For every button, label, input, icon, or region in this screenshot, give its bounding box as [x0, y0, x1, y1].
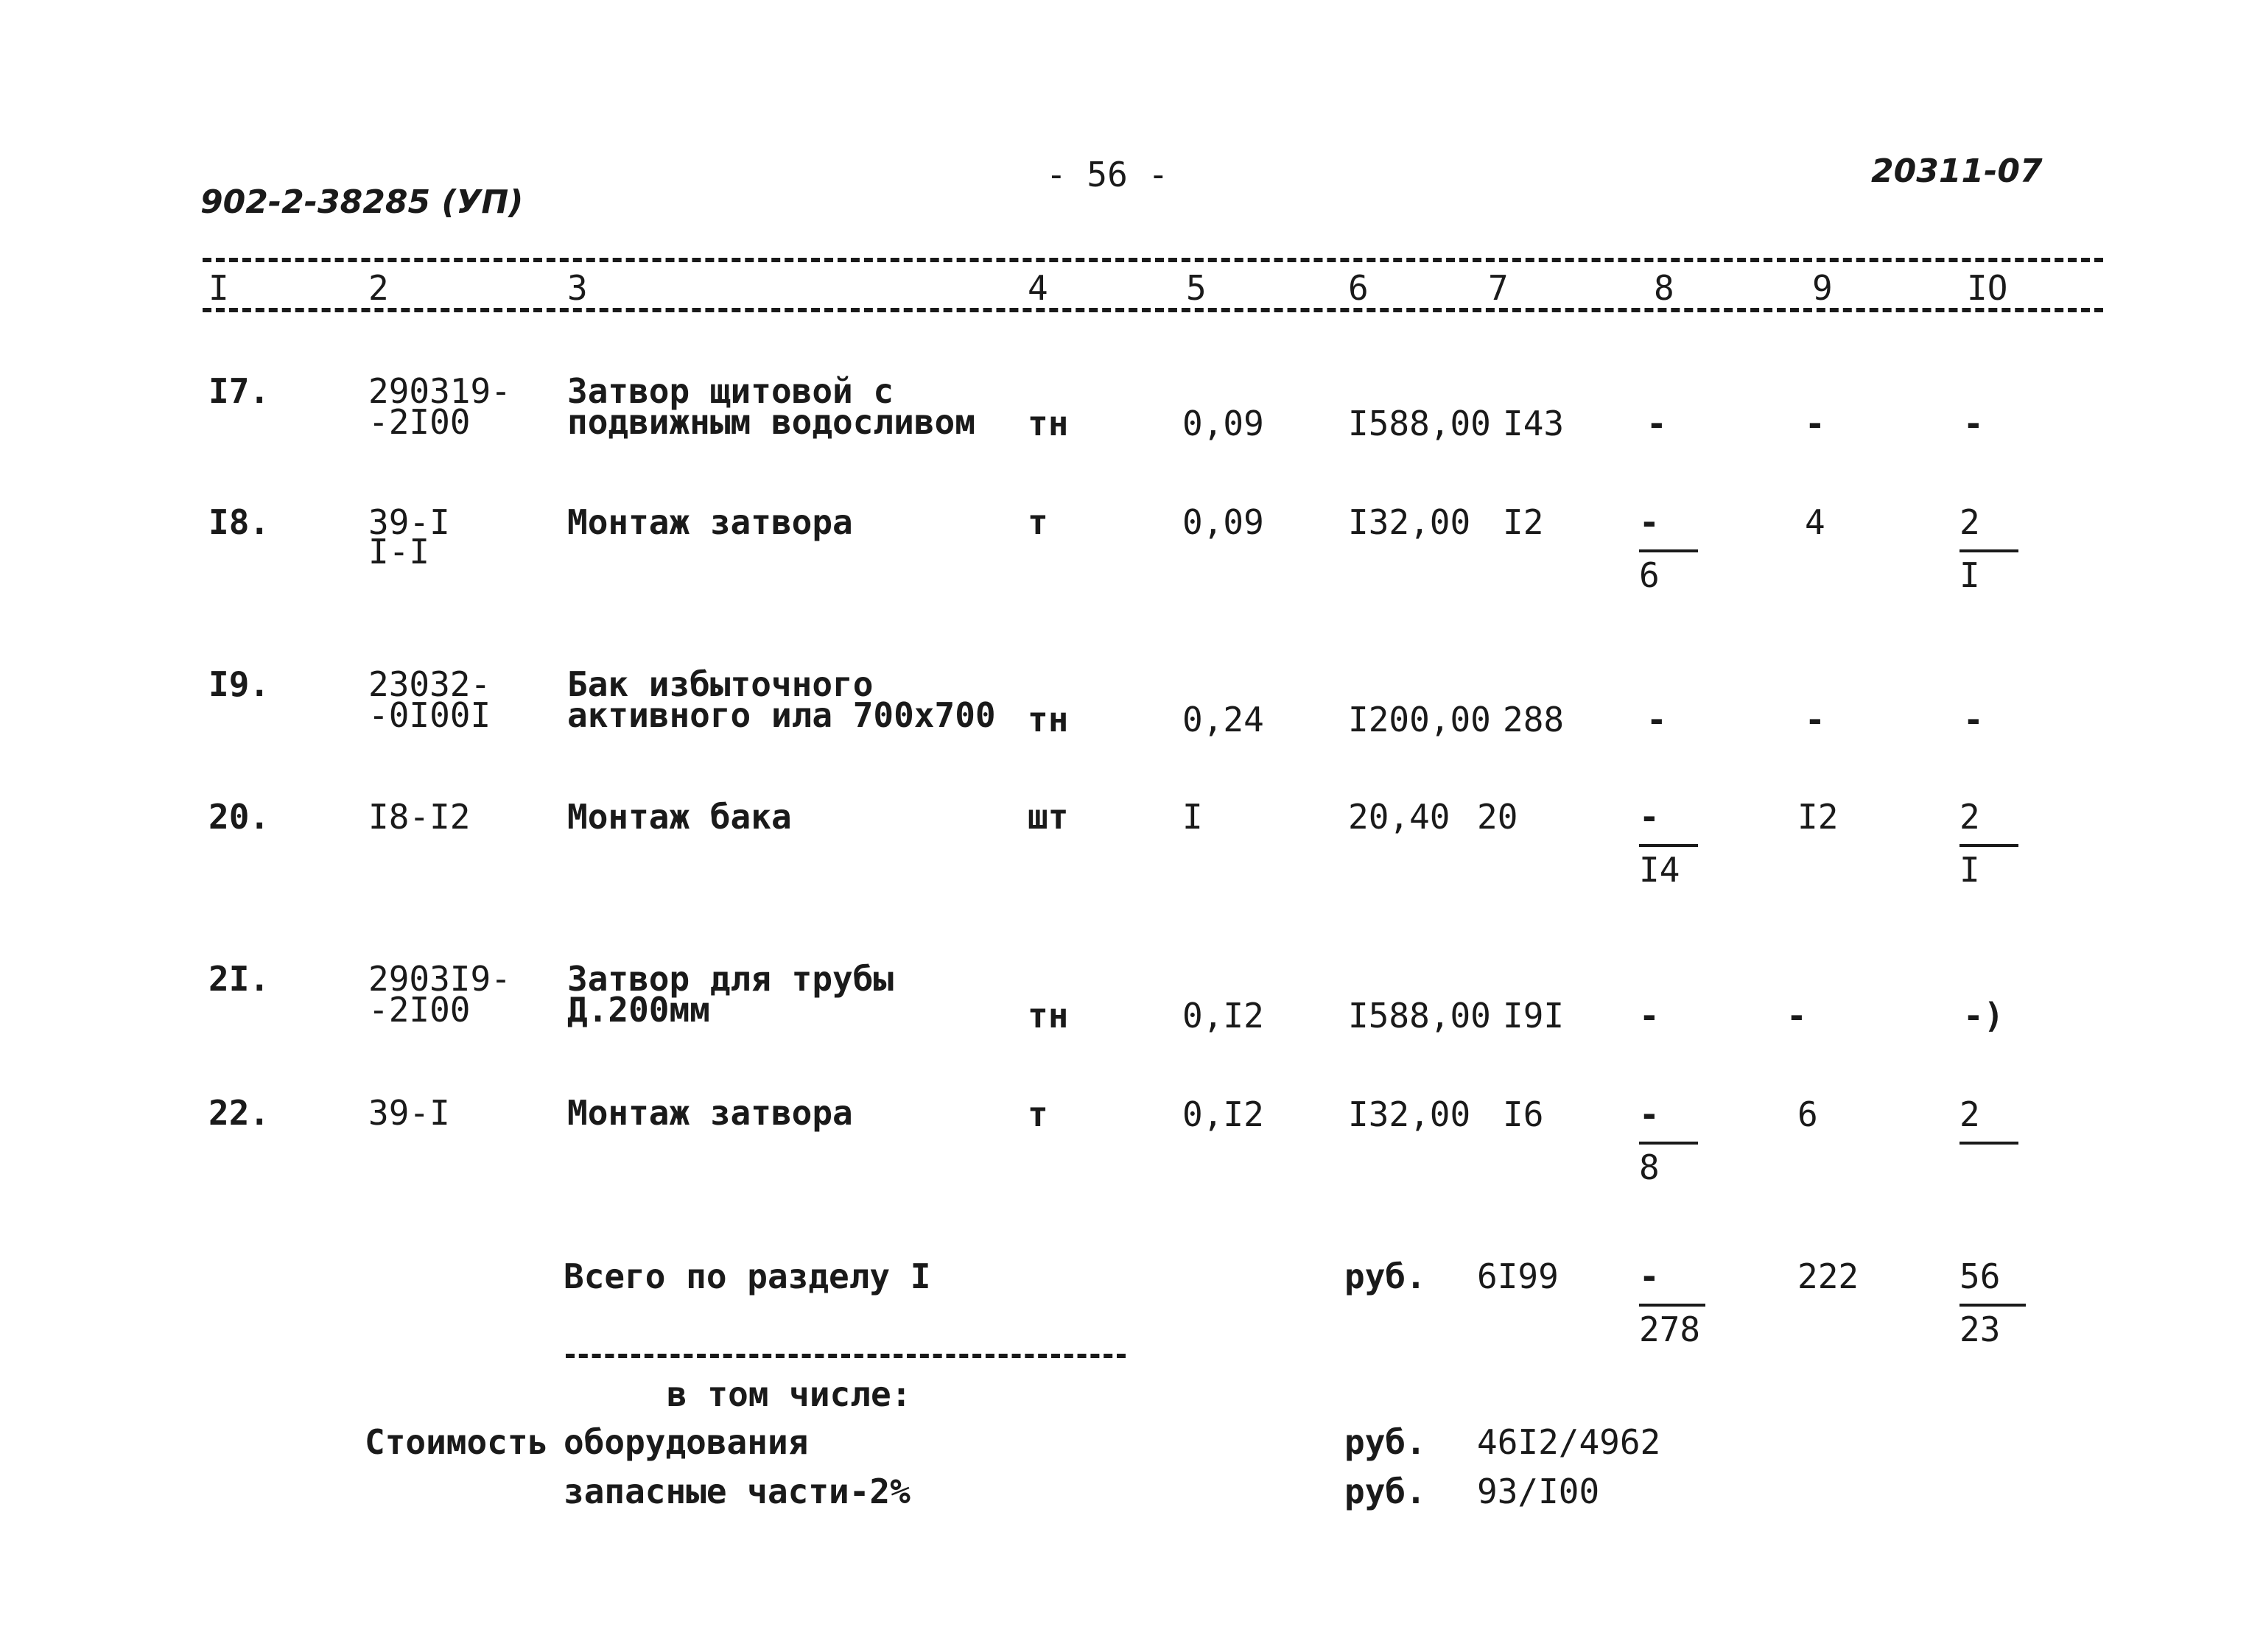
row-col9: -	[1805, 700, 1825, 739]
row-sum: I6	[1503, 1094, 1544, 1134]
header-bottom-rule	[203, 308, 2103, 312]
equipment-prefix: Стоимость	[365, 1422, 549, 1462]
row-code-line: -0I00I	[368, 695, 491, 735]
total-unit: руб.	[1344, 1256, 1426, 1296]
col-header-8: 8	[1654, 268, 1674, 308]
row-name-line: Затвор щитовой с	[567, 371, 894, 411]
row-name-line: Монтаж затвора	[567, 502, 853, 542]
total-label: Всего по разделу I	[564, 1256, 931, 1296]
sheet-code: 20311-07	[1871, 152, 2043, 190]
fraction-numerator: 2	[1959, 797, 1980, 837]
col-header-3: 3	[567, 268, 588, 308]
row-name-line: подвижным водосливом	[567, 402, 975, 442]
row-name-line: Монтаж затвора	[567, 1093, 853, 1133]
total-separator-rule	[566, 1354, 1126, 1358]
row-unit-price: I32,00	[1348, 502, 1471, 542]
fraction-bar	[1639, 1304, 1705, 1307]
fraction-bar	[1639, 1142, 1698, 1145]
row-code-line: I8-I2	[368, 797, 471, 837]
fraction-bar	[1959, 1304, 2026, 1307]
fraction-denominator: I	[1959, 850, 1980, 890]
equipment-unit: руб.	[1344, 1422, 1426, 1462]
row-unit: шт	[1028, 797, 1069, 837]
row-code-line: 23032-	[368, 664, 491, 704]
total-col10-fraction	[1959, 1256, 2026, 1349]
row-col8: -	[1646, 700, 1667, 739]
row-unit: т	[1028, 1094, 1048, 1134]
spares-unit: руб.	[1344, 1472, 1426, 1511]
row-col10: -	[1963, 404, 1984, 443]
row-number: I7.	[208, 371, 270, 411]
col-header-6: 6	[1348, 268, 1369, 308]
fraction-bar	[1959, 844, 2018, 847]
header-top-rule	[203, 258, 2103, 262]
row-quantity: 0,I2	[1182, 996, 1264, 1036]
fraction-denominator: 278	[1639, 1310, 1701, 1349]
row-col10: -)	[1963, 996, 2004, 1036]
document-code: 902-2-38285 (УП)	[200, 183, 524, 221]
fraction-numerator: 2	[1959, 502, 1980, 542]
row-col9: -	[1786, 996, 1807, 1036]
row-name-line: Затвор для трубы	[567, 959, 894, 999]
including-label: в том числе:	[667, 1374, 912, 1414]
total-col8-fraction	[1639, 1256, 1705, 1349]
row-name-line: Д.200мм	[567, 990, 710, 1030]
row-unit: т	[1028, 502, 1048, 542]
row-unit-price: I32,00	[1348, 1094, 1471, 1134]
row-col9: 6	[1797, 1094, 1818, 1134]
row-col10-fraction	[1959, 797, 2018, 890]
row-col9: 4	[1805, 502, 1825, 542]
fraction-bar	[1639, 844, 1698, 847]
row-unit: тн	[1028, 996, 1069, 1036]
row-col8: -	[1639, 996, 1660, 1036]
row-sum: I43	[1503, 404, 1565, 443]
col-header-9: 9	[1812, 268, 1833, 308]
total-col9: 222	[1797, 1256, 1859, 1296]
fraction-numerator: -	[1639, 1094, 1660, 1134]
row-number: I8.	[208, 502, 270, 542]
row-code-line: 290319-	[368, 371, 511, 411]
col-header-1: I	[208, 268, 229, 308]
fraction-numerator: -	[1639, 1256, 1660, 1296]
row-quantity: 0,09	[1182, 502, 1264, 542]
row-unit-price: I588,00	[1348, 404, 1491, 443]
equipment-value: 46I2/4962	[1477, 1422, 1661, 1462]
fraction-bar	[1639, 549, 1698, 552]
row-number: 22.	[208, 1093, 270, 1133]
row-quantity: 0,I2	[1182, 1094, 1264, 1134]
row-col8: -	[1646, 404, 1667, 443]
row-name-line: Бак избыточного	[567, 664, 874, 704]
row-quantity: 0,09	[1182, 404, 1264, 443]
fraction-bar	[1959, 549, 2018, 552]
fraction-numerator: -	[1639, 797, 1660, 837]
row-unit: тн	[1028, 700, 1069, 739]
fraction-bar	[1959, 1142, 2018, 1145]
spares-label: запасные части-2%	[564, 1472, 911, 1511]
row-sum: 20	[1477, 797, 1518, 837]
row-name-line: Монтаж бака	[567, 797, 792, 837]
fraction-denominator: 8	[1639, 1147, 1660, 1187]
row-col9: -	[1805, 404, 1825, 443]
row-unit-price: 20,40	[1348, 797, 1450, 837]
row-number: I9.	[208, 664, 270, 704]
total-sum: 6I99	[1477, 1256, 1559, 1296]
col-header-5: 5	[1186, 268, 1207, 308]
fraction-denominator: 6	[1639, 555, 1660, 595]
row-name-line: активного ила 700х700	[567, 695, 996, 735]
fraction-numerator: -	[1639, 502, 1660, 542]
row-unit-price: I588,00	[1348, 996, 1491, 1036]
page-number: - 56 -	[1046, 155, 1169, 194]
row-number: 20.	[208, 797, 270, 837]
equipment-label: оборудования	[564, 1422, 809, 1462]
spares-value: 93/I00	[1477, 1472, 1600, 1511]
row-code-line: -2I00	[368, 990, 471, 1030]
row-col8-fraction	[1639, 797, 1698, 890]
row-col9: I2	[1797, 797, 1839, 837]
row-col8-fraction	[1639, 502, 1698, 595]
row-code-line: 39-I	[368, 502, 450, 542]
col-header-7: 7	[1488, 268, 1509, 308]
row-quantity: I	[1182, 797, 1203, 837]
fraction-numerator: 56	[1959, 1256, 2001, 1296]
row-code-line: 2903I9-	[368, 959, 511, 999]
row-unit: тн	[1028, 404, 1069, 443]
row-code-line: 39-I	[368, 1093, 450, 1133]
row-col10-fraction	[1959, 502, 2018, 595]
row-col10-fraction	[1959, 1094, 2018, 1150]
row-code-line: I-I	[368, 532, 430, 572]
row-sum: I9I	[1503, 996, 1565, 1036]
fraction-denominator: 23	[1959, 1310, 2001, 1349]
fraction-numerator: 2	[1959, 1094, 1980, 1134]
col-header-10: IO	[1967, 268, 2008, 308]
row-sum: 288	[1503, 700, 1565, 739]
row-col8-fraction	[1639, 1094, 1698, 1187]
row-sum: I2	[1503, 502, 1544, 542]
col-header-4: 4	[1028, 268, 1048, 308]
row-code-line: -2I00	[368, 402, 471, 442]
fraction-denominator: I	[1959, 555, 1980, 595]
col-header-2: 2	[368, 268, 389, 308]
row-quantity: 0,24	[1182, 700, 1264, 739]
row-unit-price: I200,00	[1348, 700, 1491, 739]
row-number: 2I.	[208, 959, 270, 999]
row-col10: -	[1963, 700, 1984, 739]
fraction-denominator: I4	[1639, 850, 1680, 890]
